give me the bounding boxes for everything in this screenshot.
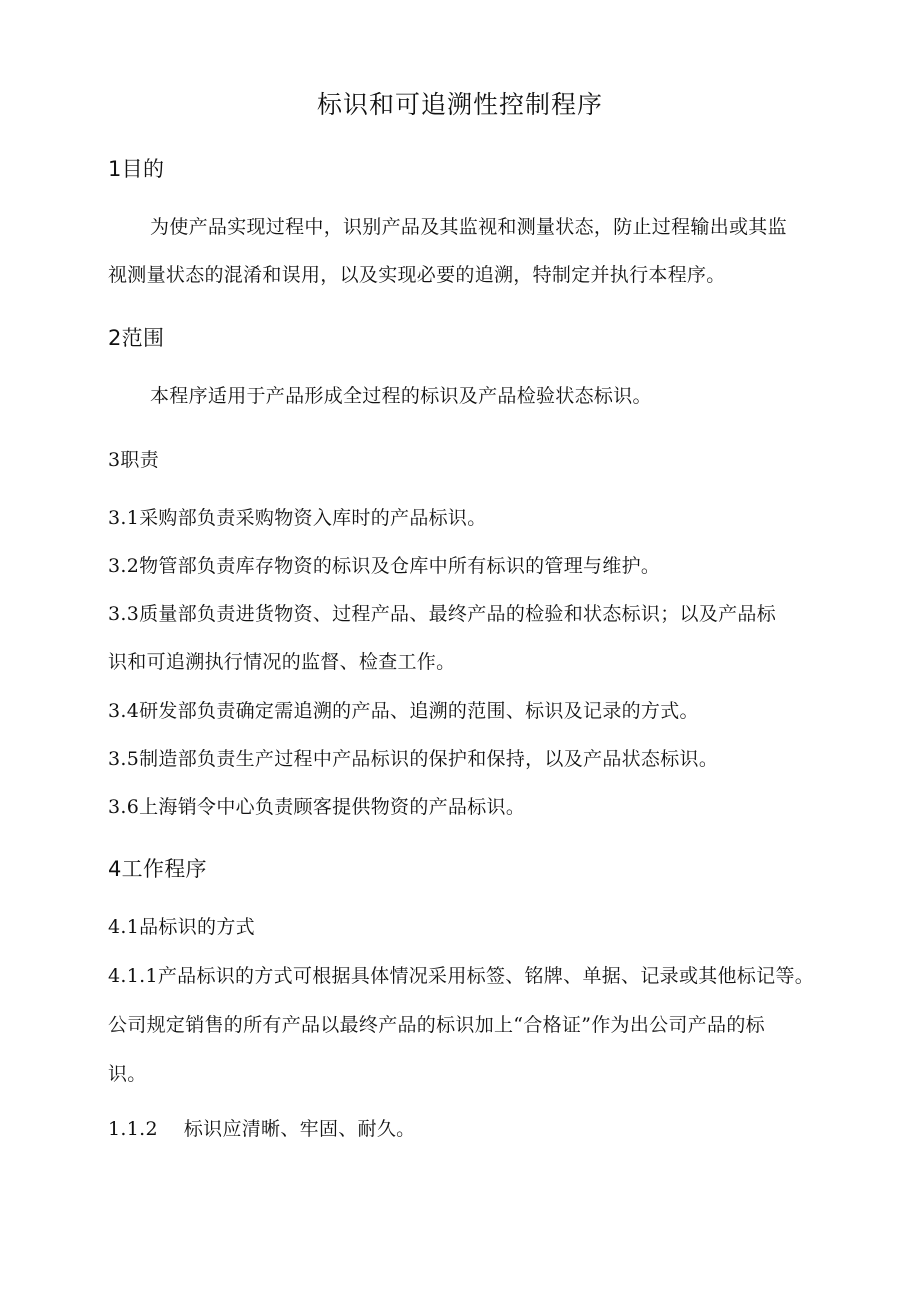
subsection-4-1-1-line-3: 识。 xyxy=(108,1063,147,1085)
section-4-heading: 4工作程序 xyxy=(108,857,207,881)
subsection-1-1-2-number: 1.1.2 xyxy=(108,1118,158,1140)
duty-item-3-5: 3.5制造部负责生产过程中产品标识的保护和保持，以及产品状态标识。 xyxy=(108,748,719,770)
section-1-heading: 1目的 xyxy=(108,157,165,181)
subsection-4-1-heading: 4.1品标识的方式 xyxy=(108,916,255,938)
subsection-4-1-1-line-2: 公司规定销售的所有产品以最终产品的标识加上“合格证”作为出公司产品的标 xyxy=(108,1014,765,1036)
subsection-4-1-1-line-1: 4.1.1产品标识的方式可根据具体情况采用标签、铭牌、单据、记录或其他标记等。 xyxy=(108,965,815,987)
subsection-1-1-2 xyxy=(108,1116,415,1142)
duty-item-3-3-line-2: 识和可追溯执行情况的监督、检查工作。 xyxy=(108,651,456,673)
section-3-heading: 3职责 xyxy=(108,449,159,471)
duty-item-3-2: 3.2物管部负责库存物资的标识及仓库中所有标识的管理与维护。 xyxy=(108,555,661,577)
section-1-paragraph-line-2: 视测量状态的混淆和误用，以及实现必要的追溯，特制定并执行本程序。 xyxy=(108,264,726,286)
duty-item-3-3-line-1: 3.3质量部负责进货物资、过程产品、最终产品的检验和状态标识；以及产品标 xyxy=(108,603,777,625)
duty-item-3-1: 3.1采购部负责采购物资入库时的产品标识。 xyxy=(108,507,487,529)
document-title: 标识和可追溯性控制程序 xyxy=(316,90,603,119)
subsection-1-1-2-text: 标识应清晰、牢固、耐久。 xyxy=(183,1118,416,1140)
section-2-heading: 2范围 xyxy=(108,326,165,350)
duty-item-3-6: 3.6上海销令中心负责顾客提供物资的产品标识。 xyxy=(108,796,526,818)
section-2-paragraph: 本程序适用于产品形成全过程的标识及产品检验状态标识。 xyxy=(150,385,652,407)
duty-item-3-4: 3.4研发部负责确定需追溯的产品、追溯的范围、标识及记录的方式。 xyxy=(108,700,699,722)
section-1-paragraph-line-1: 为使产品实现过程中，识别产品及其监视和测量状态，防止过程输出或其监 xyxy=(150,216,787,238)
